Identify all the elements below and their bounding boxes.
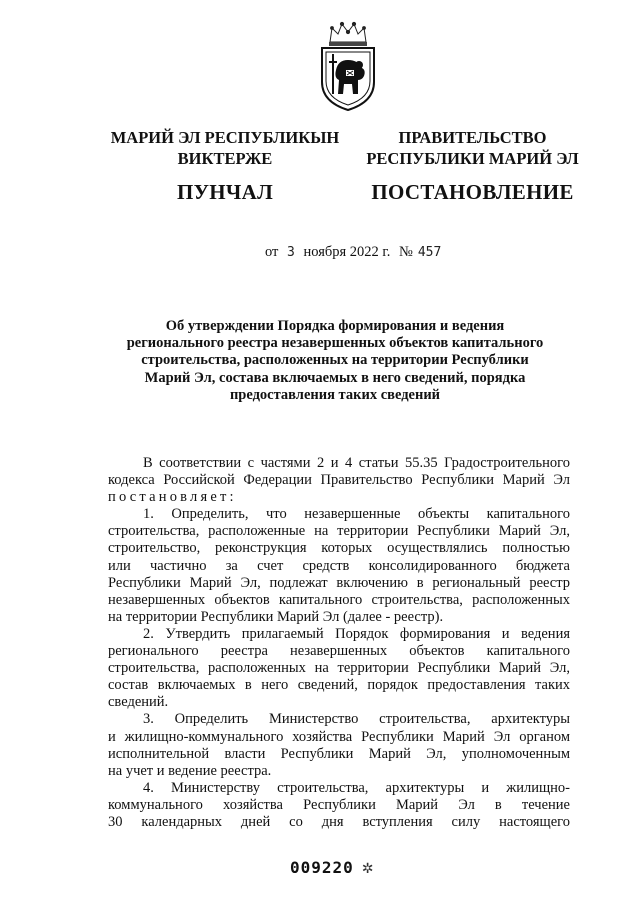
- body-line: 3. Определить Министерство строительства, архитектуры: [143, 711, 570, 728]
- document-title: [105, 318, 565, 404]
- date-month-year: ноября 2022 г.: [303, 244, 391, 260]
- header-left-doc-type: ПУНЧАЛ: [176, 180, 274, 204]
- title-line: строительства, расположенных на территории Республики: [141, 352, 529, 369]
- header-left: [105, 127, 345, 205]
- dateline: [265, 244, 446, 261]
- body-line: постановляет:: [108, 489, 237, 506]
- body-line: незавершенных объектов капитального строительства, расположенных: [108, 591, 570, 608]
- body-line: строительство, реконструкция которых осуществлялись полностью: [108, 540, 570, 557]
- body-line: и жилищно-коммунального хозяйства Республики Марий Эл органом: [108, 728, 570, 745]
- body-line: исполнительной власти Республики Марий Эл, уполномоченным: [108, 745, 570, 762]
- header-right-line1: ПРАВИТЕЛЬСТВО: [398, 128, 547, 147]
- body-line: 2. Утвердить прилагаемый Порядок формирования и ведения: [143, 625, 570, 642]
- body-line: сведений.: [108, 694, 169, 711]
- body-line: коммунального хозяйства Республики Марий Эл в течение: [108, 796, 570, 813]
- body-line: В соответствии с частями 2 и 4 статьи 55.35 Градостроительного: [143, 455, 570, 471]
- body-line: Республики Марий Эл, подлежат включению в региональный реестр: [108, 574, 570, 591]
- header-right: [365, 127, 580, 205]
- header-right-line2: РЕСПУБЛИКИ МАРИЙ ЭЛ: [366, 149, 579, 168]
- body-line: строительства, расположенных на территории Республики Марий Эл,: [108, 660, 570, 677]
- number-sign: №: [399, 244, 413, 260]
- body-line: 4. Министерству строительства, архитектуры и жилищно-: [143, 779, 570, 796]
- body-line: состав включаемых в него сведений, порядок предоставления таких: [108, 677, 570, 694]
- document-number: 457: [417, 245, 442, 260]
- mari-el-coat-of-arms-icon: [318, 20, 378, 112]
- date-from: от: [265, 244, 279, 260]
- star-mark-icon: ✲: [361, 861, 375, 877]
- body-line: 1. Определить, что незавершенные объекты капитального: [143, 506, 570, 523]
- title-line: Марий Эл, состава включаемых в него сведений, порядка: [144, 369, 526, 386]
- title-line: предоставления таких сведений: [229, 386, 441, 403]
- body-line: кодекса Российской Федерации Правительство Республики Марий Эл: [108, 472, 570, 489]
- body-line: строительства, расположенные на территории Республики Марий Эл,: [108, 523, 570, 540]
- title-line: Об утверждении Порядка формирования и ведения: [165, 318, 505, 334]
- body-line: на территории Республики Марий Эл (далее - реестр).: [108, 608, 444, 625]
- body-line: 30 календарных дней со дня вступления силу настоящего: [108, 813, 570, 830]
- serial-number-value: 009220: [290, 858, 354, 877]
- document-body: [108, 455, 570, 831]
- title-line: регионального реестра незавершенных объектов капитального: [126, 335, 544, 352]
- body-line: или частично за счет средств консолидированного бюджета: [108, 557, 570, 574]
- body-line: на учет и ведение реестра.: [108, 762, 272, 779]
- header-left-line1: МАРИЙ ЭЛ РЕСПУБЛИКЫН: [110, 128, 340, 147]
- date-day: 3: [287, 245, 295, 260]
- serial-number: [290, 858, 375, 877]
- header-left-line2: ВИКТЕРЖЕ: [177, 149, 273, 168]
- header-right-doc-type: ПОСТАНОВЛЕНИЕ: [371, 180, 574, 204]
- body-line: регионального реестра незавершенных объектов капитального: [108, 643, 570, 660]
